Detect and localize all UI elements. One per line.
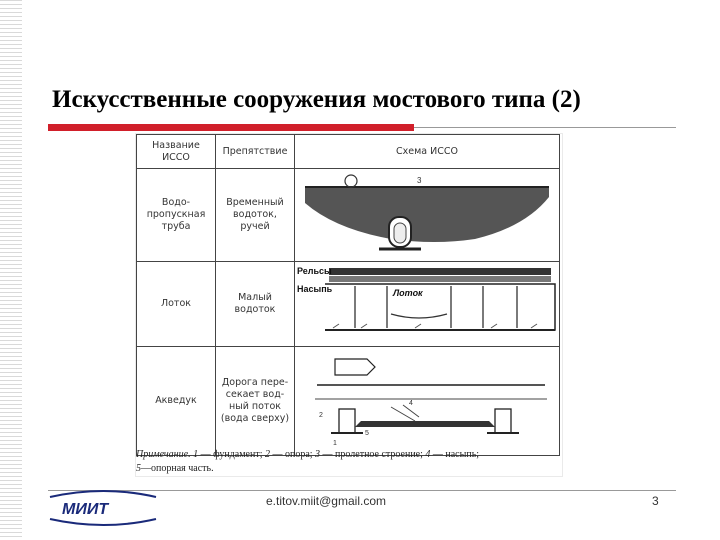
label-3-scheme: 3: [417, 176, 422, 185]
left-pier: [339, 409, 355, 433]
row-pipe-obstacle-text: Временный водоток, ручей: [226, 197, 284, 232]
note-n5: 5: [136, 462, 141, 474]
row-aqueduct-scheme: [295, 346, 560, 455]
footnote: [136, 448, 562, 475]
diagonal-marks: [391, 405, 419, 421]
row-pipe-scheme: [295, 169, 560, 262]
load-symbol: [345, 175, 357, 187]
row-pipe-name-text: Водо- пропускная труба: [146, 197, 206, 232]
header-name: [137, 135, 216, 169]
trough-frame: [325, 284, 555, 330]
water-flow: [391, 314, 447, 318]
row-aqueduct-name-text: Акведук: [155, 394, 197, 406]
note-seg-1: — фундамент;: [198, 449, 265, 460]
header-obstacle-text: Препятствие: [222, 145, 288, 157]
ground-hatch: [333, 324, 537, 328]
rail-track: [329, 268, 551, 275]
row-trough-scheme: [295, 261, 560, 346]
note-seg-5: —опорная часть.: [141, 462, 214, 474]
label-trough: Лоток: [393, 287, 423, 298]
row-aqueduct-obstacle-text: Дорога пере- секает вод- ный поток (вода сверху): [220, 376, 290, 424]
logo-top-arc: [50, 491, 156, 497]
note-n4: 4: [425, 449, 431, 460]
boat-shape: [335, 359, 375, 375]
header-name-text: Название ИССО: [152, 139, 200, 163]
note-n3: 3: [315, 449, 321, 460]
culvert-embankment: [305, 187, 549, 242]
culvert-pipe-diagram: [295, 169, 559, 257]
title-accent-bar: [48, 124, 414, 131]
embankment-band: [329, 276, 551, 282]
row-trough-obstacle-text: Малый водоток: [234, 291, 276, 315]
label-1-scheme: 1: [333, 439, 337, 447]
page-number: 3: [652, 494, 659, 508]
header-obstacle: [216, 135, 295, 169]
label-embankment: Насыпь: [297, 283, 333, 294]
note-seg-4: — насыпь;: [430, 449, 480, 460]
row-trough-name: [137, 261, 216, 346]
aqueduct-span: [355, 421, 495, 427]
header-scheme-text: Схема ИССО: [396, 145, 458, 157]
row-aqueduct-obstacle: [216, 346, 295, 455]
decorative-left-stripes: [0, 0, 22, 540]
row-trough-obstacle: [216, 261, 295, 346]
label-2-scheme: 2: [319, 411, 323, 419]
pipe-inner: [394, 223, 406, 243]
note-prefix: Примечание. 1: [136, 449, 199, 460]
isso-figure: [136, 134, 562, 476]
note-seg-2: — опора;: [269, 449, 316, 460]
note-seg-3: — пролетное строение;: [320, 449, 426, 460]
isso-table: [136, 134, 560, 456]
label-5-scheme: 5: [365, 429, 369, 437]
note-n2: 2: [264, 449, 270, 460]
row-aqueduct-name: [137, 346, 216, 455]
aqueduct-diagram: [295, 347, 559, 451]
trough-diagram: [295, 262, 559, 342]
right-pier: [495, 409, 511, 433]
slide-title: Искусственные сооружения мостового типа (2): [52, 86, 581, 113]
footer-email: e.titov.miit@gmail.com: [266, 494, 386, 508]
row-pipe-obstacle: [216, 169, 295, 262]
logo-text: МИИТ: [62, 501, 109, 518]
logo-bottom-arc: [50, 519, 156, 525]
trough-piers: [355, 286, 517, 328]
miit-logo: [44, 487, 162, 527]
header-scheme: [295, 135, 560, 169]
label-4-scheme: 4: [409, 399, 413, 407]
row-trough-name-text: Лоток: [160, 297, 192, 309]
label-rail: Рельсы: [297, 265, 332, 276]
row-pipe-name: [137, 169, 216, 262]
